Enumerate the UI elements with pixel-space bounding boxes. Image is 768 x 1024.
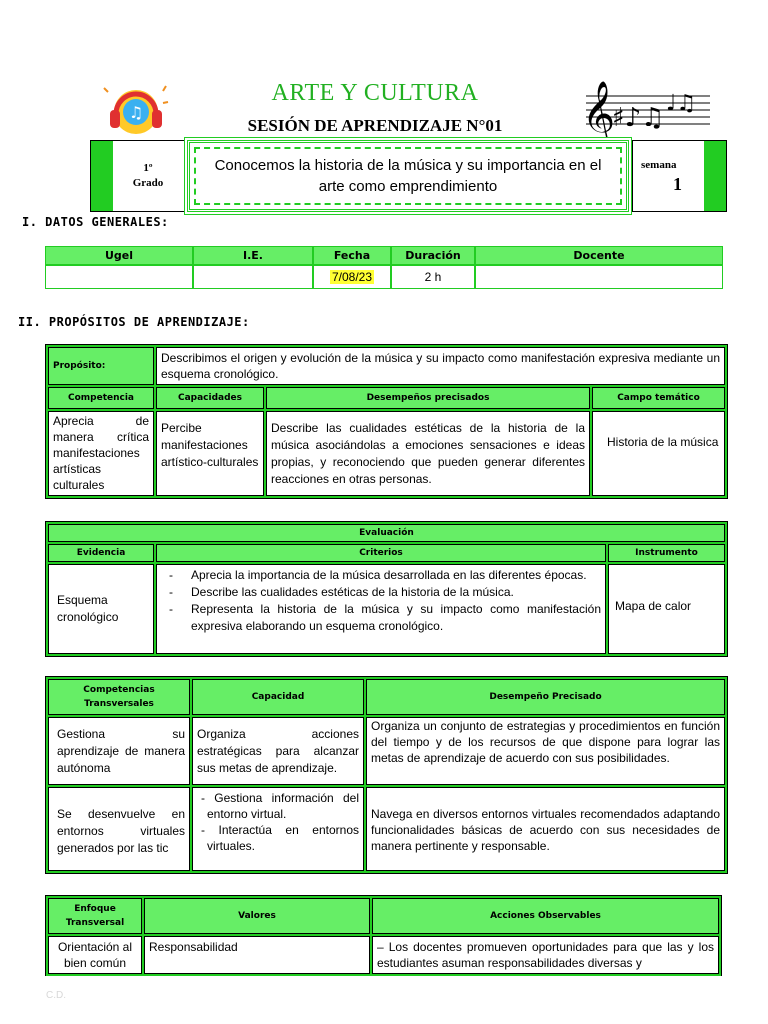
docente-value [475, 265, 723, 289]
competencia-transversal-value: Se desenvuelve en entornos virtuales generados por las tic [48, 787, 190, 871]
capacidades-value: Percibe manifestaciones artístico-culturales [156, 411, 264, 496]
capacidad-item: - Gestiona información del entorno virtual. [201, 791, 359, 821]
evaluacion-title: Evaluación [48, 524, 725, 542]
propositos-table [45, 344, 728, 499]
semana-label: semana [641, 159, 677, 171]
acciones-value: – Los docentes promueven oportunidades para que las y los estudiantes asuman responsabilidades diversas y [372, 936, 719, 974]
grado-number: 1º [143, 162, 153, 174]
col-competencia: Competencia [48, 387, 154, 409]
criterios-cell [156, 564, 606, 654]
music-staff-icon [580, 74, 712, 138]
col-criterios: Criterios [156, 544, 606, 562]
headphones-music-logo [100, 80, 172, 140]
section-heading-datos: I. DATOS GENERALES: [22, 215, 169, 229]
col-desempeno-precisado: Desempeño Precisado [366, 679, 725, 715]
semana-number: 1 [673, 174, 682, 194]
session-title: SESIÓN DE APRENDIZAJE N°01 [247, 116, 503, 135]
col-campo: Campo temático [592, 387, 725, 409]
evaluacion-table [45, 521, 728, 657]
criterio-item: - Describe las cualidades estéticas de la historia de la música. [161, 584, 601, 601]
enfoque-table [45, 895, 722, 976]
criterio-item: - Representa la historia de la música y su impacto como manifestación expresiva elaborando un esquema cronológico. [161, 601, 601, 635]
transversales-table [45, 676, 728, 874]
capacidad-cell [192, 787, 364, 871]
proposito-label: Propósito: [48, 347, 154, 385]
desempeno-value: Organiza un conjunto de estrategias y procedimientos en función del tiempo y de los recursos de que dispone para lograr las metas de aprendizaje de acuerdo con sus posibilidades. [366, 717, 725, 785]
ugel-value [45, 265, 193, 289]
col-evidencia: Evidencia [48, 544, 154, 562]
col-fecha: Fecha [313, 246, 391, 265]
subject-title: ARTE Y CULTURA [271, 80, 479, 106]
criterio-item: - Aprecia la importancia de la música desarrollada en las diferentes épocas. [161, 567, 601, 584]
grado-box [90, 140, 185, 212]
svg-text:𝄞: 𝄞 [582, 81, 616, 138]
proposito-text: Describimos el origen y evolución de la música y su impacto como manifestación expresiva mediante un esquema cronológico. [156, 347, 725, 385]
col-valores: Valores [144, 898, 370, 934]
evidencia-value: Esquema cronológico [48, 564, 154, 654]
campo-value: Historia de la música [592, 411, 725, 496]
section-heading-propositos: II. PROPÓSITOS DE APRENDIZAJE: [18, 315, 250, 329]
green-bar [91, 141, 113, 211]
footer-mark: C.D. [46, 990, 66, 1001]
ie-value [193, 265, 313, 289]
svg-text:♯♪♫: ♯♪♫ [612, 103, 665, 133]
svg-text:♫: ♫ [128, 103, 144, 122]
col-duracion: Duración [391, 246, 475, 265]
col-ugel: Ugel [45, 246, 193, 265]
valores-value: Responsabilidad [144, 936, 370, 974]
col-instrumento: Instrumento [608, 544, 725, 562]
fecha-cell [313, 265, 391, 289]
grado-label: Grado [132, 177, 164, 189]
col-capacidades: Capacidades [156, 387, 264, 409]
col-docente: Docente [475, 246, 723, 265]
datos-generales-table [45, 246, 723, 289]
col-enfoque: Enfoque Transversal [48, 898, 142, 934]
green-bar [704, 141, 726, 211]
col-desempenos: Desempeños precisados [266, 387, 590, 409]
competencia-value: Aprecia de manera crítica manifestaciones artísticas culturales [48, 411, 154, 496]
col-competencias-transversales: Competencias Transversales [48, 679, 190, 715]
fecha-value: 7/08/23 [331, 270, 373, 284]
capacidad-value: Organiza acciones estratégicas para alcanzar sus metas de aprendizaje. [192, 717, 364, 785]
desempeno-value: Navega en diversos entornos virtuales recomendados adaptando funcionalidades básicas de acuerdo con sus necesidades de manera pertinente y responsable. [366, 787, 725, 871]
col-acciones: Acciones Observables [372, 898, 719, 934]
capacidad-item: - Interactúa en entornos virtuales. [201, 823, 359, 853]
session-topic-box [187, 140, 629, 212]
col-capacidad: Capacidad [192, 679, 364, 715]
instrumento-value: Mapa de calor [608, 564, 725, 654]
svg-text:♩♫: ♩♫ [666, 91, 697, 116]
session-topic: Conocemos la historia de la música y su importancia en el arte como emprendimiento [194, 147, 622, 205]
enfoque-value: Orientación al bien común [48, 936, 142, 974]
semana-box [632, 140, 727, 212]
desempenos-value: Describe las cualidades estéticas de la historia de la música asociándolas a emociones sensaciones e ideas propias, y reconociendo que pueden generar diferentes reacciones en otras personas. [266, 411, 590, 496]
col-ie: I.E. [193, 246, 313, 265]
duracion-value: 2 h [391, 265, 475, 289]
competencia-transversal-value: Gestiona su aprendizaje de manera autónoma [48, 717, 190, 785]
